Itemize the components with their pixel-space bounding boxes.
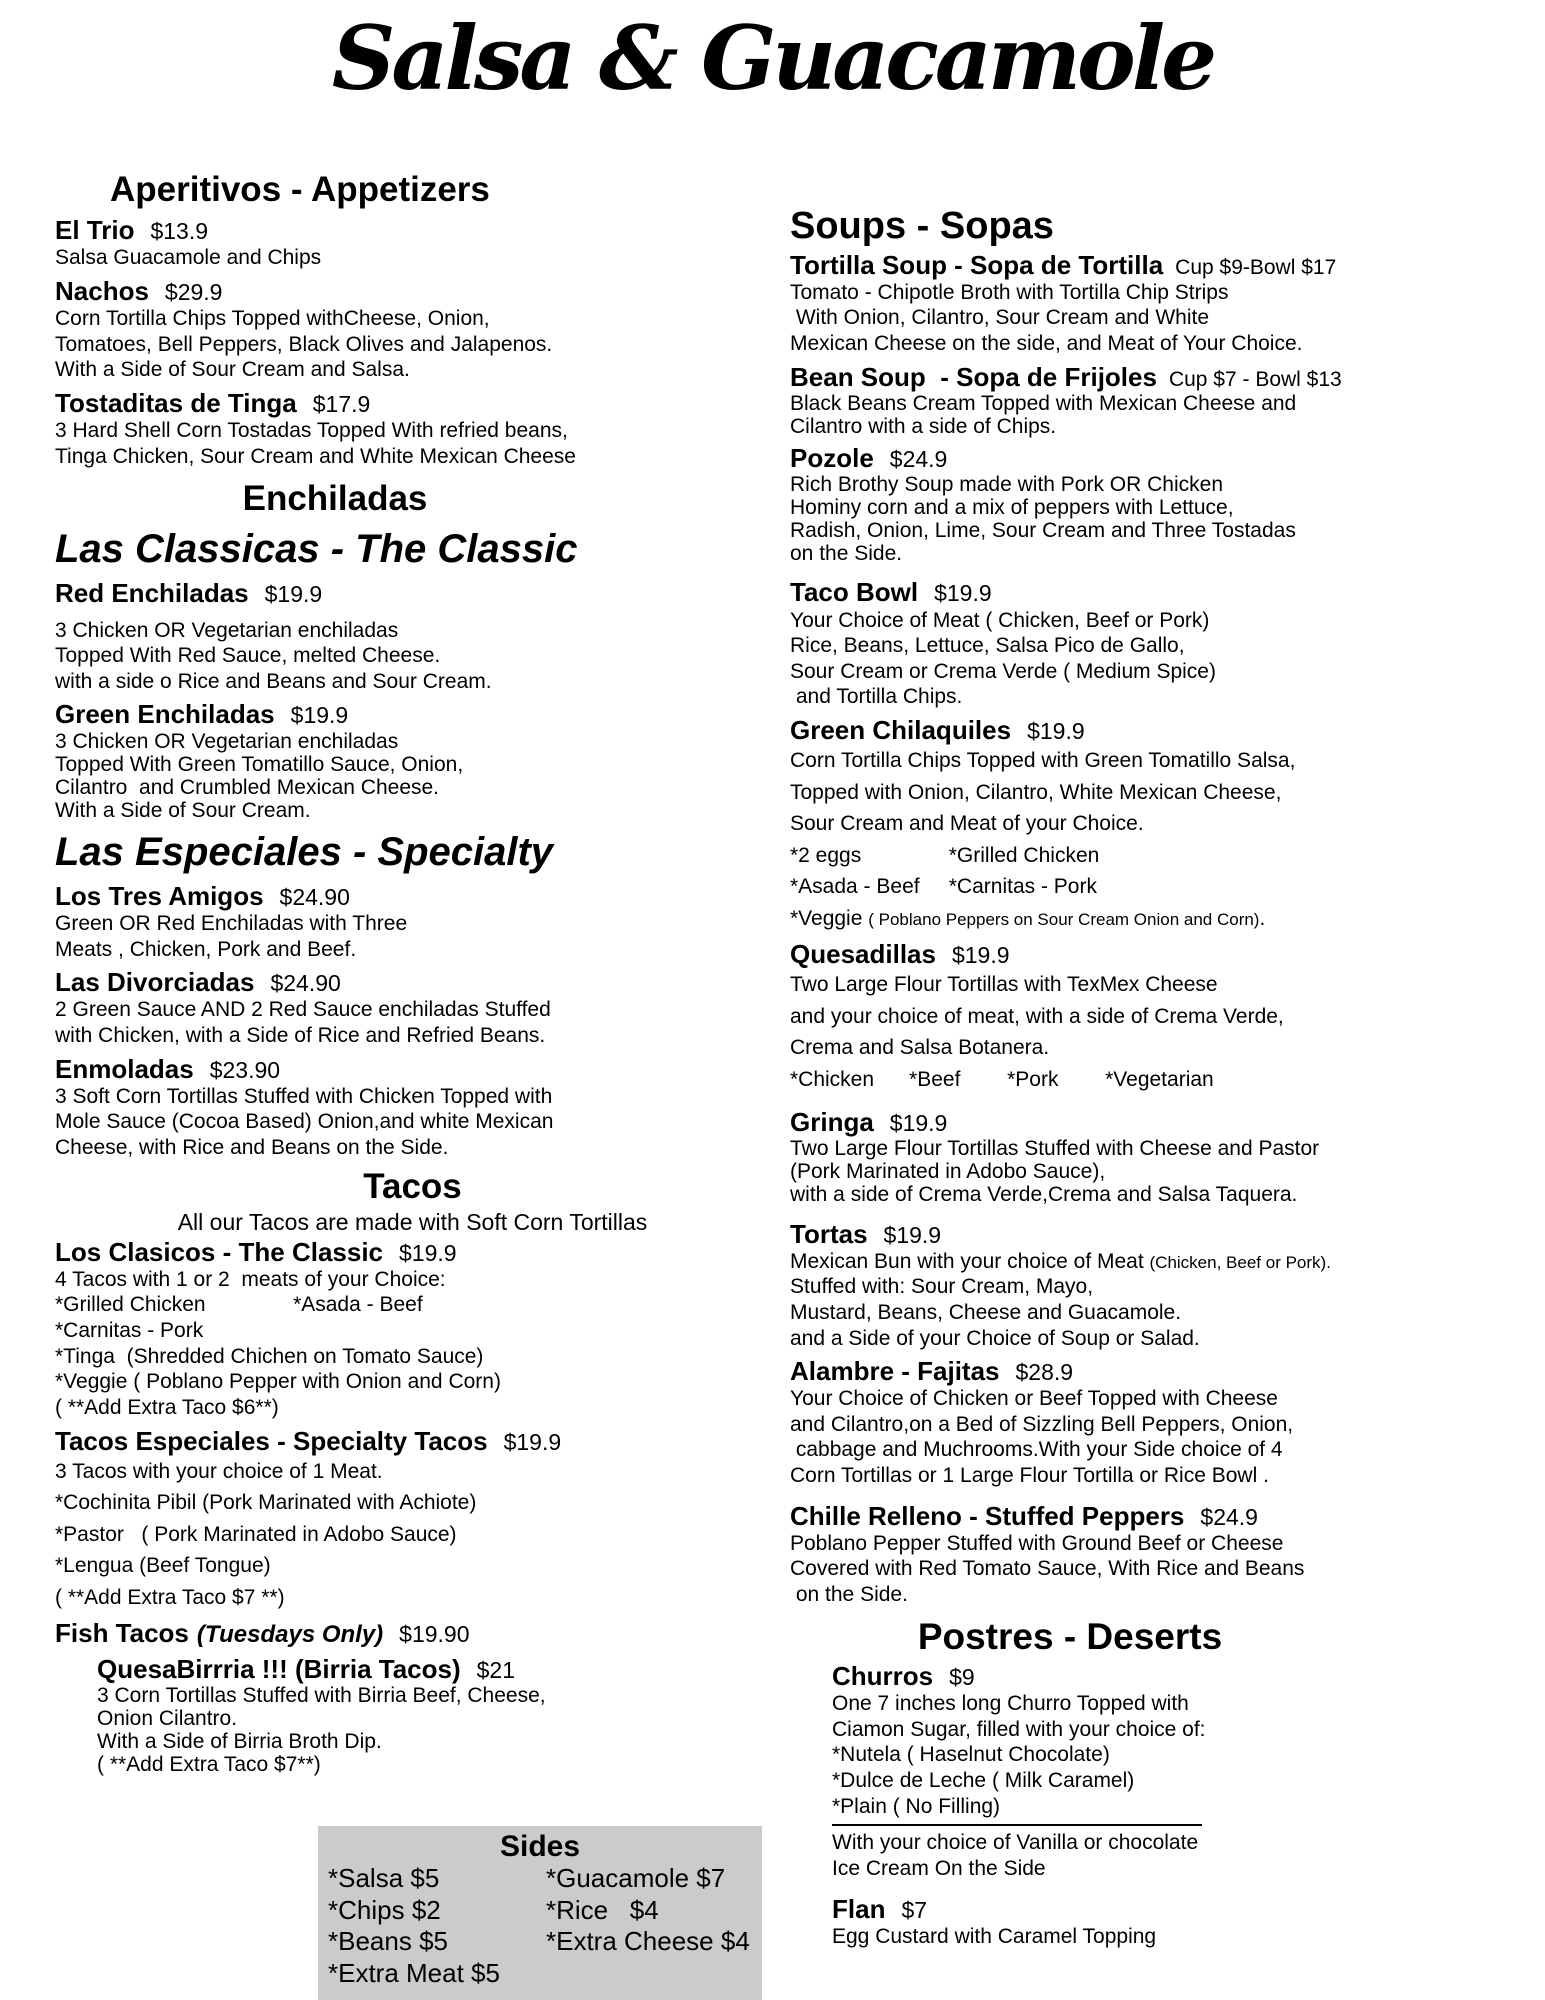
menu-item-line: Tomatoes, Bell Peppers, Black Olives and Jalapenos. [55,332,553,356]
menu-item-line: and Cilantro,on a Bed of Sizzling Bell Peppers, Onion, [790,1412,1294,1436]
menu-item-line: Two Large Flour Tortillas with TexMex Cheese [790,973,1218,997]
menu-item-line: Black Beans Cream Topped with Mexican Cheese and [790,391,1297,415]
menu-item-line: *Nutela ( Haselnut Chocolate) [832,1743,1110,1767]
menu-item-line: with a side of Crema Verde,Crema and Salsa Taquera. [790,1183,1298,1207]
menu-item-line: Stuffed with: Sour Cream, Mayo, [790,1275,1094,1299]
menu-item-title [790,716,1540,745]
menu-item-line: ( **Add Extra Taco $7 **) [55,1585,285,1609]
menu-item-description [790,1137,1540,1206]
sides-item: *Guacamole $7 [546,1863,726,1893]
menu-item-description [790,969,1540,1095]
menu-item-line: Ciamon Sugar, filled with your choice of: [832,1717,1206,1741]
menu-item-line: Topped with Onion, Cilantro, White Mexican Cheese, [790,780,1282,804]
menu-item-line: Corn Tortilla Chips Topped withCheese, Onion, [55,307,490,331]
menu-item-line: 3 Chicken OR Vegetarian enchiladas [55,729,399,753]
sides-item: *Rice $4 [546,1894,659,1925]
menu-item-title [55,389,770,418]
menu-item-name: Churros [832,1661,934,1692]
menu-item-description [790,608,1540,710]
divider-line [832,1824,1202,1826]
menu-item-line: Tomato - Chipotle Broth with Tortilla Chip Strips [790,280,1229,304]
menu-item-line: With a Side of Birria Broth Dip. [97,1730,382,1754]
menu-item-description [55,997,770,1048]
menu-item-tortas [790,1220,1540,1352]
menu-item-title [790,578,1540,607]
menu-item-price: $28.9 [1015,1359,1074,1386]
sides-box [318,1826,762,2000]
menu-item-description [55,730,770,822]
menu-item-name: Tacos Especiales - Specialty Tacos [55,1425,488,1456]
menu-item-line: Cilantro and Crumbled Mexican Cheese. [55,775,440,799]
menu-item-line: Meats , Chicken, Pork and Beef. [55,937,357,961]
menu-item-title [790,1108,1540,1137]
menu-item-line: cabbage and Muchrooms.With your Side choice of 4 [790,1438,1283,1462]
menu-item-line: 3 Corn Tortillas Stuffed with Birria Beef, Cheese, [97,1684,546,1708]
menu-item-alambre-fajitas [790,1357,1540,1489]
menu-item-title [790,1502,1540,1531]
menu-item-title [55,882,770,911]
menu-item-name: Bean Soup - Sopa de Frijoles [790,361,1157,392]
menu-item-price: $24.9 [1200,1503,1258,1530]
menu-item-line: and your choice of meat, with a side of Crema Verde, [790,1004,1284,1028]
menu-item-enmoladas [55,1055,770,1161]
menu-item-price: $7 [901,1896,928,1923]
menu-item-price: $19.9 [290,702,349,729]
menu-item-description [790,1386,1540,1488]
menu-item-line: *Chicken *Beef *Pork *Vegetarian [790,1067,1214,1091]
menu-item-price: $19.9 [934,580,992,607]
menu-item-title [790,1357,1540,1386]
menu-item-title [832,1895,1540,1924]
section-subheader-las-classicas-the-classic: Las Classicas - The Classic [55,527,578,572]
menu-item-name: QuesaBirrria !!! (Birria Tacos) [97,1654,461,1684]
menu-item-gringa [790,1108,1540,1206]
menu-item-line: 4 Tacos with 1 or 2 meats of your Choice: [55,1267,446,1291]
section-header-soups-sopas: Soups - Sopas [790,205,1054,247]
menu-item-description [97,1684,770,1776]
menu-item-title [55,579,770,608]
menu-item-line-fineprint: (Chicken, Beef or Pork). [1149,1252,1331,1272]
menu-item-description [55,1456,770,1614]
menu-item-name: Green Chilaquiles [790,714,1012,745]
menu-item-los-clasicos-the-classic [55,1238,770,1421]
menu-item-line: *Carnitas - Pork [55,1319,204,1343]
menu-item-description [790,1249,1540,1351]
menu-item-line: 3 Hard Shell Corn Tostadas Topped With refried beans, [55,419,568,443]
menu-item-pozole [790,444,1540,565]
menu-item-bean-soup-sopa-de-frijoles [790,363,1540,438]
menu-item-description [55,911,770,962]
menu-item-price: $24.90 [270,970,341,997]
menu-item-line: *Pastor ( Pork Marinated in Adobo Sauce) [55,1522,457,1546]
menu-item-line: With a Side of Sour Cream. [55,798,311,822]
menu-item-line: and a Side of your Choice of Soup or Salad. [790,1326,1200,1350]
menu-item-line: Sour Cream or Crema Verde ( Medium Spice) [790,659,1216,683]
menu-item-nachos [55,277,770,383]
menu-item-description [790,473,1540,565]
menu-item-name: Nachos [55,275,149,306]
menu-item-line: *Cochinita Pibil (Pork Marinated with Achiote) [55,1491,477,1515]
menu-column-left [55,170,770,1782]
menu-item-tacos-especiales-specialty-tacos [55,1427,770,1614]
menu-item-name: Pozole [790,442,874,473]
menu-item-name: Quesadillas [790,939,936,970]
menu-item-title [790,444,1540,473]
menu-item-line: Tinga Chicken, Sour Cream and White Mexican Cheese [55,444,576,468]
menu-item-name: Flan [832,1893,886,1924]
sides-row [328,1958,752,1990]
menu-item-description [55,245,770,271]
menu-item-line: Topped With Red Sauce, melted Cheese. [55,644,441,668]
menu-item-name: El Trio [55,215,135,246]
menu-item-description [790,745,1540,934]
menu-item-price: $19.9 [889,1110,948,1137]
menu-item-line: Salsa Guacamole and Chips [55,246,322,270]
menu-item-line-fineprint: ( Poblano Peppers on Sour Cream Onion and Corn) [868,909,1260,929]
menu-item-title [55,216,770,245]
menu-item-price: Cup $9-Bowl $17 [1175,255,1337,279]
menu-item-line: Mexican Cheese on the side, and Meat of Your Choice. [790,332,1303,356]
menu-item-name: Los Tres Amigos [55,880,264,911]
section-header-enchiladas: Enchiladas [242,479,428,519]
menu-item-price: $19.9 [1027,717,1085,744]
menu-item-price: $19.9 [399,1239,457,1266]
menu-item-tostaditas-de-tinga [55,389,770,469]
menu-item-chille-relleno-stuffed-peppers [790,1502,1540,1608]
menu-item-name: Los Clasicos - The Classic [55,1236,384,1267]
menu-item-line: *Tinga (Shredded Chichen on Tomato Sauce) [55,1344,484,1368]
menu-item-line: With your choice of Vanilla or chocolate [832,1831,1199,1855]
menu-item-line: With a Side of Sour Cream and Salsa. [55,358,410,382]
menu-item-title [97,1655,770,1684]
sides-row [328,1863,752,1895]
menu-item-name: Las Divorciadas [55,967,255,998]
menu-item-description [832,1691,1540,1881]
menu-item-price: $19.90 [399,1621,470,1648]
menu-item-name: Chille Relleno - Stuffed Peppers [790,1500,1185,1531]
menu-item-name: Taco Bowl [790,577,919,608]
menu-item-line: *Dulce de Leche ( Milk Caramel) [832,1769,1135,1793]
menu-item-name: Red Enchiladas [55,578,249,609]
menu-item-description [790,392,1540,438]
menu-item-red-enchiladas [55,579,770,694]
menu-item-line: Rich Brothy Soup made with Pork OR Chicken [790,473,1224,497]
menu-item-fish-tacos [55,1619,770,1649]
menu-item-title [790,1220,1540,1249]
sides-box-title: Sides [499,1830,581,1863]
menu-item-title [55,277,770,306]
menu-item-price: $19.9 [503,1428,562,1455]
sides-item: *Extra Cheese $4 [546,1926,750,1957]
menu-item-flan [832,1895,1540,1950]
menu-item-line: *Asada - Beef *Carnitas - Pork [790,875,1097,899]
menu-item-line: Your Choice of Meat ( Chicken, Beef or Pork) [790,608,1210,632]
menu-item-line: Egg Custard with Caramel Topping [832,1924,1157,1948]
menu-item-line: *Grilled Chicken *Asada - Beef [55,1293,423,1317]
menu-item-line: (Pork Marinated in Adobo Sauce), [790,1160,1106,1184]
menu-item-line: *Lengua (Beef Tongue) [55,1554,271,1578]
menu-item-line: Radish, Onion, Lime, Sour Cream and Three Tostadas [790,519,1296,543]
menu-item-line: 3 Soft Corn Tortillas Stuffed with Chicken Topped with [55,1084,553,1108]
menu-item-line: One 7 inches long Churro Topped with [832,1692,1189,1716]
menu-item-line: on the Side. [790,542,903,566]
menu-item-description [55,418,770,469]
menu-item-line: Topped With Green Tomatillo Sauce, Onion, [55,752,464,776]
menu-item-line: Ice Cream On the Side [832,1856,1046,1880]
menu-item-price: $29.9 [164,278,223,305]
menu-item-line: *Plain ( No Filling) [832,1794,1001,1818]
menu-item-line: Corn Tortillas or 1 Large Flour Tortilla or Rice Bowl . [790,1464,1269,1488]
menu-item-price: $17.9 [312,390,371,417]
menu-item-title [790,940,1540,969]
menu-item-name: Alambre - Fajitas [790,1356,1000,1387]
menu-item-line: Sour Cream and Meat of your Choice. [790,812,1144,836]
menu-item-line: Hominy corn and a mix of peppers with Lettuce, [790,496,1234,520]
menu-item-quesadillas [790,940,1540,1095]
menu-item-description [832,1924,1540,1950]
sides-item: *Salsa $5 [328,1863,440,1893]
menu-item-line: Two Large Flour Tortillas Stuffed with Cheese and Pastor [790,1137,1320,1161]
menu-item-name: Enmoladas [55,1053,194,1084]
section-header-postres-deserts: Postres - Deserts [917,1615,1223,1657]
menu-item-line: 3 Chicken OR Vegetarian enchiladas [55,618,399,642]
menu-item-line: Poblano Pepper Stuffed with Ground Beef or Cheese [790,1531,1284,1555]
menu-item-line: Onion Cilantro. [97,1707,238,1731]
menu-item-title [55,968,770,997]
section-header-tacos: Tacos [363,1166,462,1206]
menu-item-price: $24.90 [279,883,350,910]
menu-item-line: on the Side. [790,1582,908,1606]
menu-item-line: Covered with Red Tomato Sauce, With Rice and Beans [790,1557,1305,1581]
menu-item-name: Fish Tacos [55,1618,189,1649]
menu-item-line: Mole Sauce (Cocoa Based) Onion,and white Mexican [55,1110,554,1134]
menu-item-name: Tortas [790,1218,868,1249]
menu-item-taco-bowl [790,578,1540,710]
menu-item-title [55,1427,770,1456]
section-header-aperitivos-appetizers: Aperitivos - Appetizers [110,170,490,209]
menu-item-las-divorciadas [55,968,770,1048]
menu-item-churros [832,1662,1540,1881]
menu-item-line: Your Choice of Chicken or Beef Topped with Cheese [790,1387,1278,1411]
menu-item-line: 3 Tacos with your choice of 1 Meat. [55,1459,383,1483]
menu-item-name: Gringa [790,1107,874,1138]
menu-item-price: $19.9 [951,942,1010,969]
sides-item: *Chips $2 [328,1894,441,1925]
menu-item-price: Cup $7 - Bowl $13 [1168,367,1342,391]
menu-item-price: $13.9 [150,218,209,245]
menu-item-price: $24.9 [889,445,948,472]
menu-item-title [55,1619,770,1649]
menu-item-line: Crema and Salsa Botanera. [790,1036,1050,1060]
menu-item-line: ( **Add Extra Taco $6**) [55,1395,279,1419]
menu-item-line: With Onion, Cilantro, Sour Cream and White [790,306,1210,330]
menu-item-description [790,280,1540,357]
menu-item-green-enchiladas [55,700,770,821]
menu-item-line: 2 Green Sauce AND 2 Red Sauce enchiladas Stuffed [55,998,551,1022]
sides-item: *Beans $5 [328,1926,448,1957]
menu-item-line: *2 eggs *Grilled Chicken [790,843,1100,867]
menu-item-line: Cheese, with Rice and Beans on the Side. [55,1135,449,1159]
menu-item-line: with a side o Rice and Beans and Sour Cream. [55,669,492,693]
menu-item-line: and Tortilla Chips. [790,685,963,709]
menu-column-right [790,205,1540,1955]
menu-item-description [790,1531,1540,1608]
menu-item-price: $19.9 [264,581,323,608]
menu-item-price: $23.90 [209,1056,281,1083]
menu-item-line: Mexican Bun with your choice of Meat (Chicken, Beef or Pork). [790,1249,1331,1273]
sides-row [328,1895,752,1927]
menu-item-availability-note: (Tuesdays Only) [196,1621,384,1649]
restaurant-name: Salsa & Guacamole [331,6,1214,110]
sides-box-rows [328,1863,752,1990]
menu-item-description [55,1267,770,1421]
menu-item-title [55,1238,770,1267]
menu-item-tortilla-soup-sopa-de-tortilla [790,251,1540,357]
menu-item-title [55,1055,770,1084]
menu-item-name: Tostaditas de Tinga [55,387,297,418]
menu-item-name: Tortilla Soup - Sopa de Tortilla [790,249,1164,280]
menu-item-price: $19.9 [883,1221,942,1248]
menu-item-quesabirrria-birria-tacos [97,1655,770,1776]
menu-item-line: Cilantro with a side of Chips. [790,414,1057,438]
menu-item-title [790,251,1540,280]
menu-item-line: Rice, Beans, Lettuce, Salsa Pico de Gallo, [790,634,1185,658]
section-subheader-las-especiales-specialty: Las Especiales - Specialty [55,829,554,874]
menu-item-title [790,363,1540,392]
menu-item-price: $9 [949,1664,975,1691]
menu-item-line: Mustard, Beans, Cheese and Guacamole. [790,1300,1182,1324]
menu-item-name: Green Enchiladas [55,699,275,730]
menu-item-line: *Veggie ( Poblano Pepper with Onion and Corn) [55,1370,501,1394]
menu-item-description [55,306,770,383]
menu-item-title [55,700,770,729]
menu-item-line: with Chicken, with a Side of Rice and Refried Beans. [55,1023,546,1047]
sides-row [328,1926,752,1958]
menu-item-green-chilaquiles [790,716,1540,934]
menu-item-line: ( **Add Extra Taco $7**) [97,1753,321,1777]
menu-item-title [832,1662,1540,1691]
menu-item-line: Corn Tortilla Chips Topped with Green Tomatillo Salsa, [790,749,1296,773]
menu-item-description [55,1084,770,1161]
menu-item-description [55,618,770,695]
menu-item-line: *Veggie ( Poblano Peppers on Sour Cream Onion and Corn). [790,906,1266,930]
menu-item-line: Green OR Red Enchiladas with Three [55,912,408,936]
sides-item: *Extra Meat $5 [328,1958,500,1989]
menu-item-price: $21 [476,1657,515,1683]
menu-item-el-trio [55,216,770,271]
menu-item-los-tres-amigos [55,882,770,962]
section-note-all-our-tacos-are-made-with-soft-corn-tortillas: All our Tacos are made with Soft Corn Tortillas [177,1208,648,1235]
